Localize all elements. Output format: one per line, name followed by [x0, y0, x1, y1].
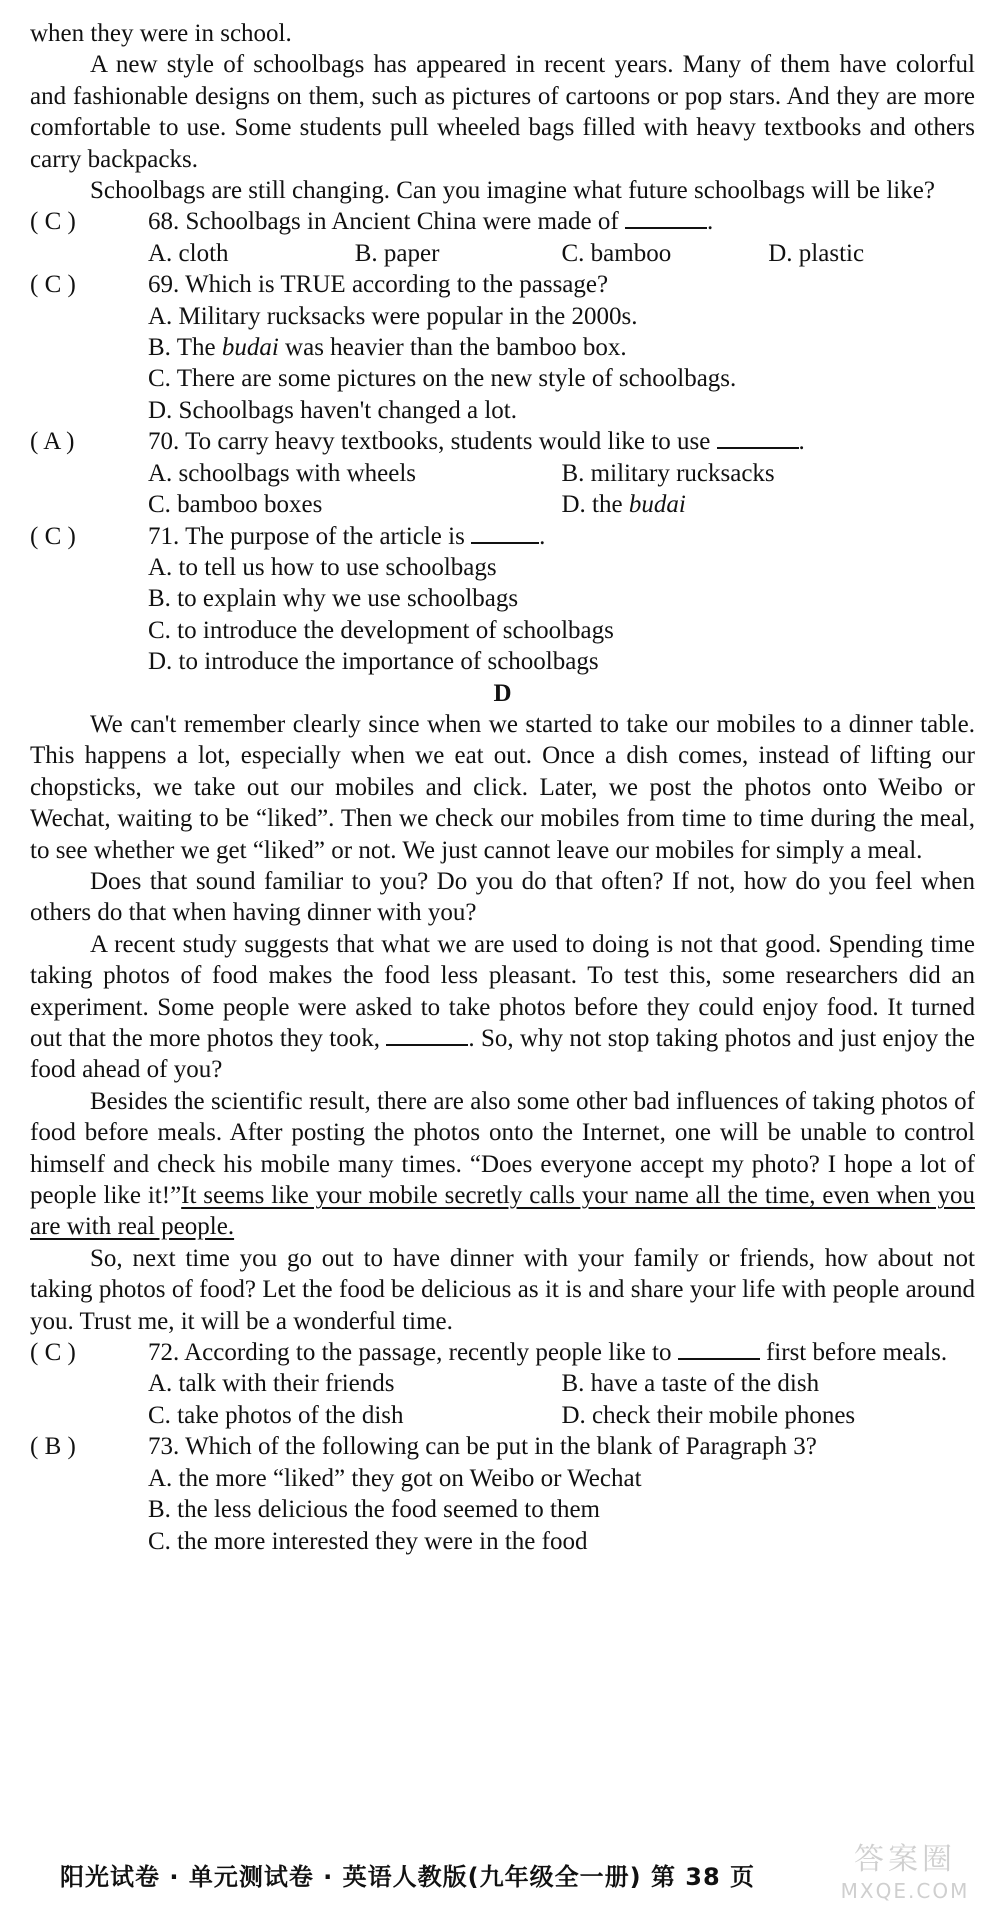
option: D. to introduce the importance of schoolbags: [148, 648, 599, 676]
options-list: [30, 301, 975, 427]
option: D. Schoolbags haven't changed a lot.: [148, 396, 517, 424]
passage-c-paragraph: Schoolbags are still changing. Can you imagine what future schoolbags will be like?: [90, 177, 935, 205]
underlined-sentence: It seems like your mobile secretly calls your name all the time, even when you are with real people.: [30, 1182, 975, 1241]
options-list: [30, 552, 975, 678]
watermark: [830, 1840, 980, 1910]
option: B. The budai was heavier than the bamboo box.: [148, 334, 627, 362]
question-68: ( C ) 68. Schoolbags in Ancient China were made of .: [30, 206, 975, 237]
section-title: D: [493, 679, 512, 707]
answer-mark: ( C ): [30, 522, 76, 550]
page-footer: 阳光试卷 · 单元测试卷 · 英语人教版(九年级全一册) 第 38 页: [60, 1863, 756, 1891]
watermark-url: MXQE.COM: [840, 1879, 970, 1903]
passage-c-continuation: when they were in school.: [30, 20, 292, 47]
option: D. plastic: [768, 239, 865, 267]
passage-d-paragraph: [30, 929, 975, 1086]
option: A. the more “liked” they got on Weibo or Wechat: [148, 1464, 642, 1492]
answer-mark: ( A ): [30, 428, 75, 456]
paragraph-text: Besides the scientific result, there are also some other bad influences of taking photos of food before meals. After posting the photos onto the Internet, one will be unable to control himself and check his mobile many times. “Does everyone accept my photo? I hope a lot of people like it!”: [30, 1087, 975, 1210]
paragraph-text: A recent study suggests that what we are used to doing is not that good. Spending time taking photos of food makes the food less pleasant. To test this, some researchers did an experiment. Some people were asked to take photos before they could enjoy food. It turned out that the more photos they took,: [30, 930, 975, 1052]
option: D. the budai: [561, 491, 686, 519]
options-list: [30, 1463, 975, 1557]
option: A. cloth: [148, 239, 229, 267]
option: B. to explain why we use schoolbags: [148, 585, 519, 613]
document-page: [30, 18, 975, 1557]
question-stem: According to the passage, recently people like to: [184, 1339, 672, 1367]
question-stem: Which is TRUE according to the passage?: [185, 271, 609, 299]
question-stem: Schoolbags in Ancient China were made of: [185, 208, 619, 236]
answer-blank: [678, 1338, 760, 1360]
answer-mark: ( C ): [30, 1339, 76, 1367]
question-number: 71.: [148, 522, 180, 550]
question-number: 72.: [148, 1339, 180, 1367]
option: C. the more interested they were in the food: [148, 1527, 588, 1555]
question-73: [30, 1431, 975, 1462]
option: B. have a taste of the dish: [561, 1370, 820, 1398]
option: C. take photos of the dish: [148, 1401, 404, 1429]
option: B. paper: [354, 239, 440, 267]
answer-mark: ( C ): [30, 208, 76, 236]
question-stem: first before meals.: [765, 1339, 948, 1367]
option: C. bamboo boxes: [148, 491, 323, 519]
question-number: 69.: [148, 271, 180, 299]
question-71: ( C ) 71. The purpose of the article is .: [30, 521, 975, 552]
option: B. the less delicious the food seemed to them: [148, 1496, 600, 1524]
option: D. check their mobile phones: [561, 1401, 856, 1429]
paragraph-text: . So, why not stop taking photos and just enjoy the food ahead of you?: [30, 1025, 976, 1084]
question-70: ( A ) 70. To carry heavy textbooks, students would like to use .: [30, 426, 975, 457]
question-number: 70.: [148, 428, 180, 456]
passage-d-paragraph: We can't remember clearly since when we started to take our mobiles to a dinner table. This happens a lot, especially when we eat out. Once a dish comes, instead of lifting our chopsticks, we take out our mobiles and click. Later, we post the photos onto Weibo or Wechat, waiting to be “liked”. Then we check our mobiles from time to time during the meal, to see whether we get “liked” or not. We just cannot leave our mobiles for simply a meal.: [30, 710, 975, 864]
passage-d-paragraph: [30, 1086, 975, 1243]
passage-c-paragraph: A new style of schoolbags has appeared in recent years. Many of them have colorful and fashionable designs on them, such as pictures of cartoons or pop stars. And they are more comfortable to use. Some students pull wheeled bags filled with heavy textbooks and others carry backpacks.: [30, 51, 975, 173]
question-69: [30, 269, 975, 300]
option: A. to tell us how to use schoolbags: [148, 553, 497, 581]
option: C. to introduce the development of schoolbags: [148, 616, 614, 644]
option: C. bamboo: [561, 239, 672, 267]
option: A. schoolbags with wheels: [148, 459, 417, 487]
option: B. military rucksacks: [561, 459, 775, 487]
question-stem: Which of the following can be put in the blank of Paragraph 3?: [185, 1433, 817, 1461]
answer-blank: [471, 522, 539, 544]
answer-blank: [717, 427, 799, 449]
passage-d-paragraph: So, next time you go out to have dinner with your family or friends, how about not taking photos of food? Let the food be delicious as it is and share your life with people around you. Trust me, it will be a wonderful time.: [30, 1244, 975, 1335]
answer-blank: [625, 207, 707, 229]
option: A. Military rucksacks were popular in the 2000s.: [148, 302, 638, 330]
answer-blank: [386, 1024, 468, 1046]
question-number: 68.: [148, 208, 180, 236]
question-stem: To carry heavy textbooks, students would like to use: [185, 428, 711, 456]
question-stem: The purpose of the article is: [185, 522, 465, 550]
answer-mark: ( B ): [30, 1433, 76, 1461]
answer-mark: ( C ): [30, 271, 76, 299]
passage-d-paragraph: Does that sound familiar to you? Do you do that often? If not, how do you feel when others do that when having dinner with you?: [30, 867, 975, 927]
watermark-logo: 答案圈: [854, 1842, 956, 1877]
question-72: [30, 1337, 975, 1368]
options-grid: [30, 1368, 975, 1431]
options-grid: [30, 458, 975, 521]
option: A. talk with their friends: [148, 1370, 395, 1398]
option: C. There are some pictures on the new style of schoolbags.: [148, 365, 737, 393]
question-number: 73.: [148, 1433, 180, 1461]
options-row: [30, 238, 975, 269]
